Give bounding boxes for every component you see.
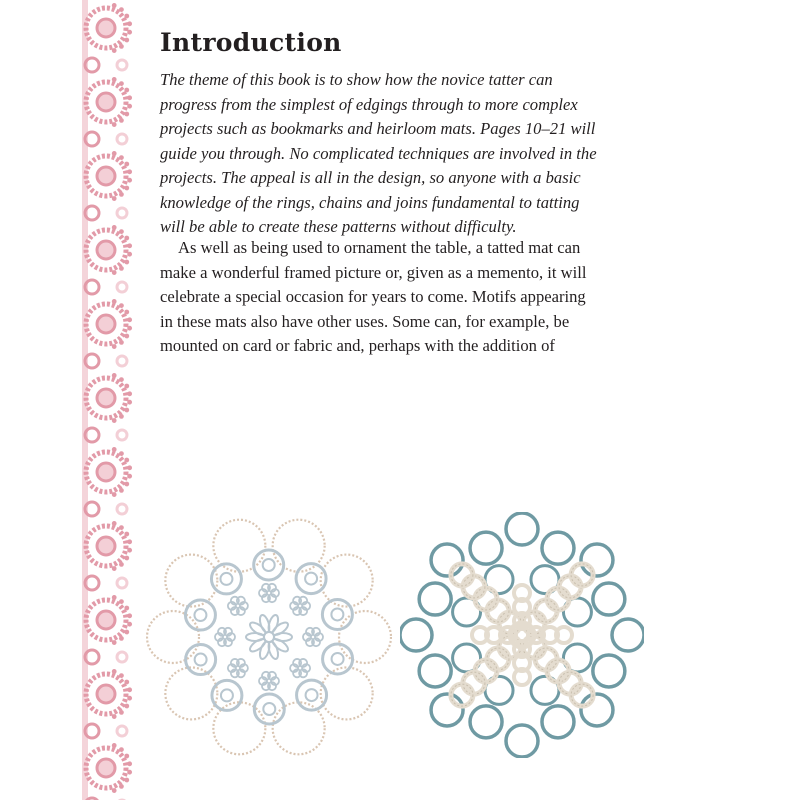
- square-tatted-mat-image: [400, 512, 644, 758]
- body-line: make a wonderful framed picture or, given as a memento, it will: [160, 262, 587, 282]
- body-paragraph: [160, 236, 660, 359]
- intro-line: will be able to create these patterns without difficulty.: [160, 217, 517, 236]
- body-line: mounted on card or fabric and, perhaps with the addition of: [160, 336, 555, 355]
- intro-line: projects such as bookmarks and heirloom mats. Pages 10–21 will: [160, 119, 596, 138]
- body-line: celebrate a special occasion for years to come. Motifs appearing: [160, 287, 586, 306]
- page-heading: Introduction: [160, 28, 342, 57]
- lace-edging-border: [82, 0, 134, 800]
- body-line: As well as being used to ornament the table, a tatted mat can: [178, 238, 581, 257]
- intro-line: progress from the simplest of edgings through to more complex: [160, 94, 578, 114]
- intro-paragraph-italic: [160, 68, 660, 240]
- intro-line: The theme of this book is to show how the novice tatter can: [160, 70, 553, 89]
- intro-line: guide you through. No complicated techniques are involved in the: [160, 143, 597, 163]
- intro-line: knowledge of the rings, chains and joins fundamental to tatting: [160, 192, 580, 212]
- round-tatted-mat-image: [146, 514, 392, 760]
- body-line: in these mats also have other uses. Some can, for example, be: [160, 311, 570, 331]
- intro-line: projects. The appeal is all in the design, so anyone with a basic: [160, 168, 581, 187]
